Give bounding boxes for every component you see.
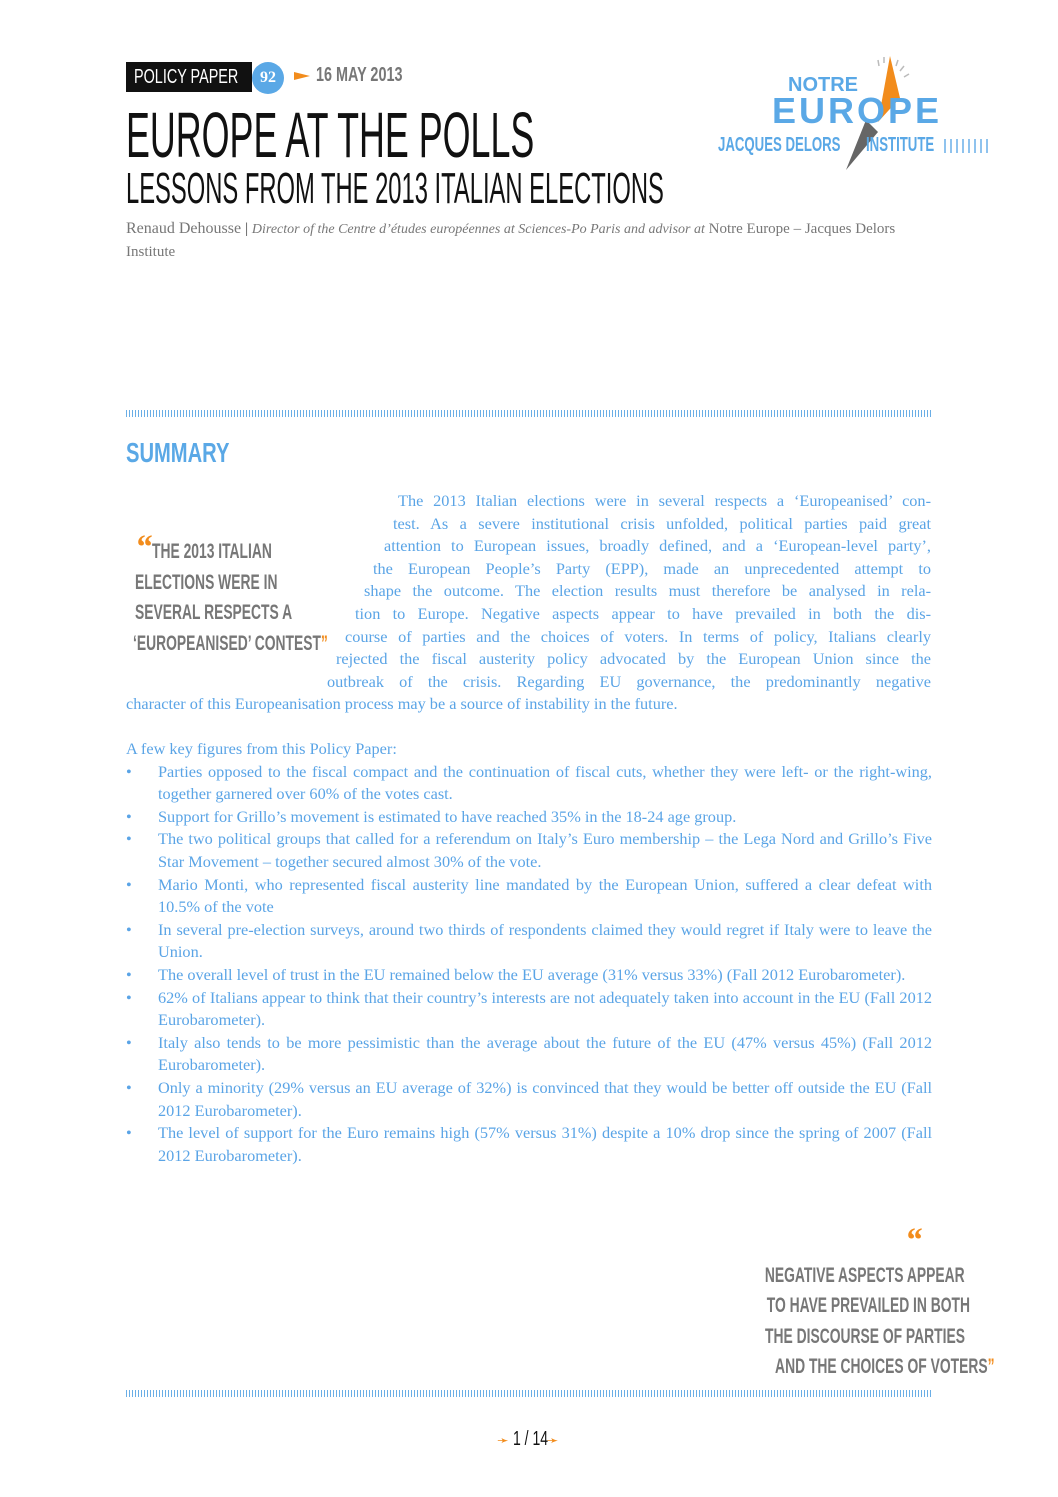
pull-quote-summary: “THE 2013 ITALIAN ELECTIONS WERE IN SEVERAL RESPECTS A ‘EUROPEANISED’ CONTEST” [133, 529, 328, 655]
author-line: Renaud Dehousse | Director of the Centre d’études européennes at Sciences-Po Paris and advisor at Notre Europe – Jacques Delors Institute [126, 220, 896, 260]
arrow-icon [294, 72, 310, 80]
paper-number-badge: 92 [252, 62, 284, 94]
summary-heading: SUMMARY [126, 437, 230, 468]
publication-date: 16 MAY 2013 [316, 64, 403, 86]
open-quote-icon: “ [905, 1222, 922, 1259]
list-item: • Only a minority (29% versus an EU average of 32%) is convinced that they would be better off outside the EU (Fall 2012 Eurobarometer). [126, 1077, 932, 1122]
list-item: • 62% of Italians appear to think that their country’s interests are not adequately taken into account in the EU (Fall 2012 Eurobarometer). [126, 987, 932, 1032]
list-item: • The level of support for the Euro remains high (57% versus 31%) despite a 10% drop since the spring of 2007 (Fall 2012 Eurobarometer). [126, 1122, 932, 1167]
list-item: • The two political groups that called for a referendum on Italy’s Euro membership – the Lega Nord and Grillo’s Five Star Movement – together secured almost 30% of the vote. [126, 828, 932, 873]
arrow-left-icon: ➛ [497, 1432, 509, 1448]
close-quote-icon: ” [987, 1355, 995, 1378]
list-item: • In several pre-election surveys, around two thirds of respondents claimed they would regret if Italy were to leave the Union. [126, 919, 932, 964]
list-item: • Support for Grillo’s movement is estimated to have reached 35% in the 18-24 age group. [126, 806, 932, 829]
list-item: • Italy also tends to be more pessimistic than the average about the future of the EU (47% versus 45%) (Fall 2012 Eurobarometer). [126, 1032, 932, 1077]
close-quote-icon: ” [320, 631, 328, 655]
page-number: ➛ 1 / 14➛ [497, 1428, 559, 1450]
key-figures-list [126, 761, 932, 1168]
list-item: • Mario Monti, who represented fiscal austerity line mandated by the European Union, suffered a clear defeat with 10.5% of the vote [126, 874, 932, 919]
page-subtitle: LESSONS FROM THE 2013 ITALIAN ELECTIONS [126, 164, 664, 213]
list-item: • The overall level of trust in the EU remained below the EU average (31% versus 33%) (Fall 2012 Eurobarometer). [126, 964, 932, 987]
list-item: • Parties opposed to the fiscal compact and the continuation of fiscal cuts, whether they were left- or the right-wing, together garnered over 60% of the votes cast. [126, 761, 932, 806]
divider [126, 1390, 933, 1397]
page-title: EUROPE AT THE POLLS [126, 99, 535, 171]
divider [126, 410, 933, 417]
notre-europe-logo: NOTRE EUROPE JACQUES DELORS INSTITUTE [718, 52, 993, 172]
pull-quote: “NEGATIVE ASPECTS APPEAR TO HAVE PREVAILED IN BOTH THE DISCOURSE OF PARTIES AND THE CHOICES OF VOTERS” [764, 1222, 995, 1378]
logo-notre: NOTRE [788, 74, 858, 96]
open-quote-icon: “ [135, 529, 152, 566]
key-figures: A few key figures from this Policy Paper: • Parties opposed to the fiscal compact and the continuation of fiscal cuts, whether they were left- or the right-wing, together garnered over 60% of the votes cast. • Support for Grillo’s movement is estimated to have reached 35% in the 18-24 age group. • The two political groups that called for a referendum on Italy’s Euro membership – the Lega Nord and Grillo’s Five Star Movement – together secured almost 30% of the vote. • Mario Monti, who represented fiscal austerity line mandated by the European Union, suffered a clear defeat with 10.5% of the vote • In several pre-election surveys, around two thirds of respondents claimed they would regret if Italy were to leave the Union. • The overall level of trust in the EU remained below the EU average (31% versus 33%) (Fall 2012 Eurobarometer). • 62% of Italians appear to think that their country’s interests are not adequately taken into account in the EU (Fall 2012 Eurobarometer). • Italy also tends to be more pessimistic than the average about the future of the EU (47% versus 45%) (Fall 2012 Eurobarometer). • Only a minority (29% versus an EU average of 32%) is convinced that they would be better off outside the EU (Fall 2012 Eurobarometer). • The level of support for the Euro remains high (57% versus 31%) despite a 10% drop since the spring of 2007 (Fall 2012 Eurobarometer). [126, 738, 932, 1167]
policy-paper-badge: POLICY PAPER [126, 62, 252, 92]
logo-europe: EUROPE [772, 90, 943, 131]
arrow-right-icon: ➛ [546, 1432, 559, 1448]
